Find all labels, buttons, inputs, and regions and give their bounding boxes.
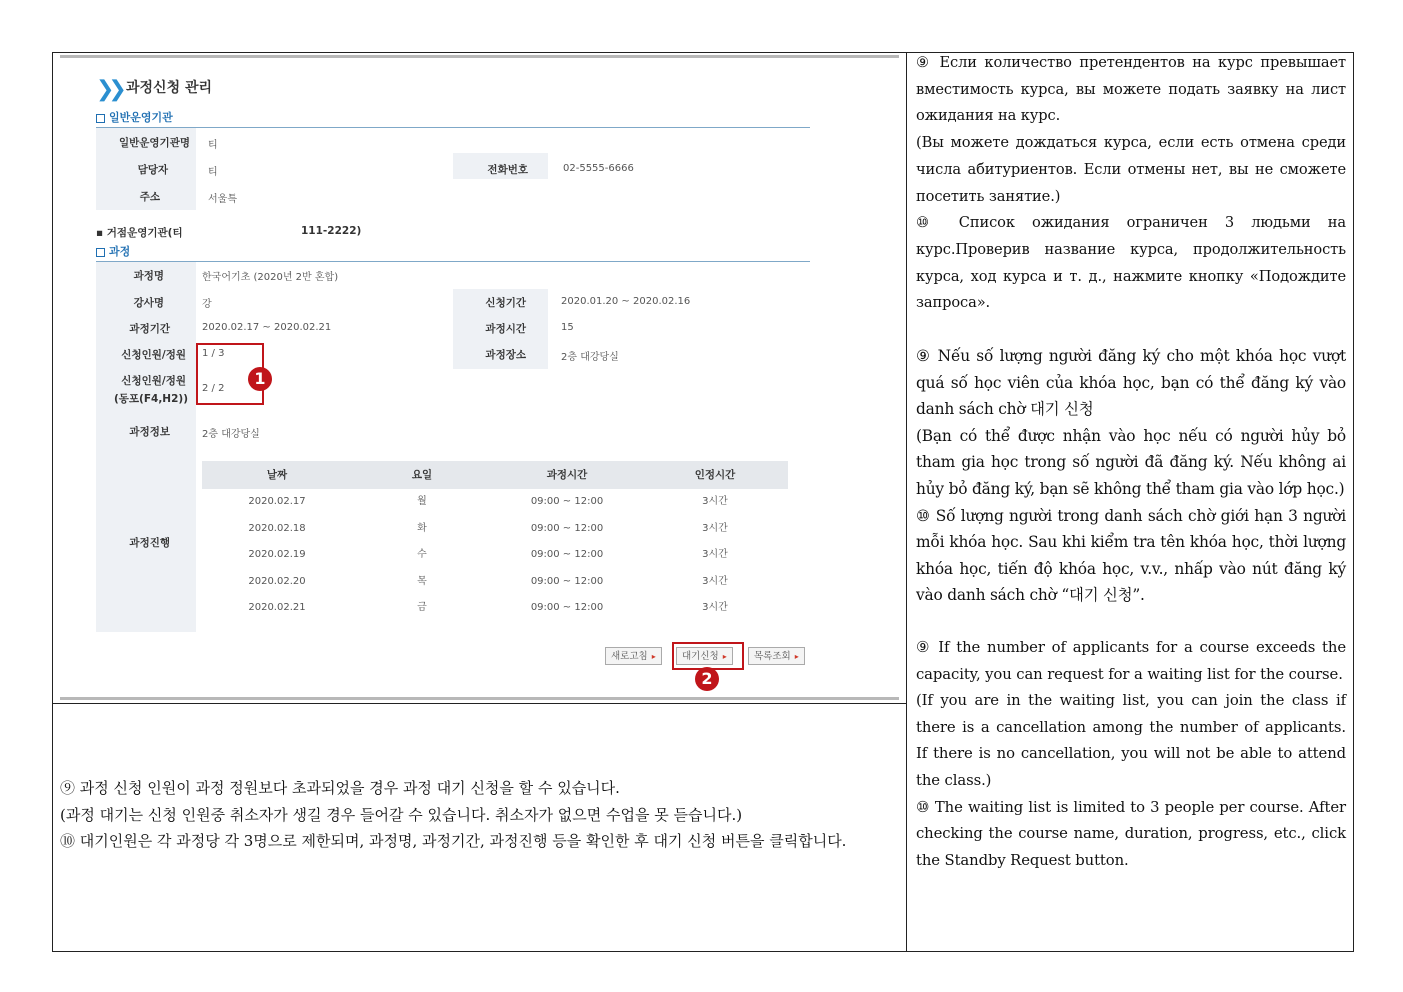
col-date-header: 날짜 [266,469,288,481]
korean-description [60,775,900,855]
manager-label: 담당자 [137,164,168,176]
table-row [202,489,788,516]
course-period-value: 2020.02.17 ~ 2020.02.21 [202,322,332,333]
cell-date: 2020.02.18 [248,522,306,534]
column-divider [906,52,907,952]
cell-credit: 3시간 [702,602,728,614]
cell-time: 09:00 ~ 12:00 [530,549,604,561]
step-badge-2: 2 [695,667,719,691]
course-hours-label: 과정시간 [485,323,526,335]
cell-credit: 3시간 [702,575,728,587]
highlight-box-standby [672,642,744,670]
korean-paragraph-note: (과정 대기는 신청 인원중 취소자가 생길 경우 들어갈 수 있습니다. 취소자가 없으면 수업을 못 듣습니다.) [60,805,743,824]
course-hours-value: 15 [561,322,574,333]
schedule-table [202,461,788,622]
table-row [202,569,788,596]
course-info-value: 2층 대강당실 [202,429,260,440]
korean-paragraph-9: ⑨ 과정 신청 인원이 과정 정원보다 초과되었을 경우 과정 대기 신청을 할 수 있습니다. [60,779,620,797]
cell-time: 09:00 ~ 12:00 [530,575,604,587]
org-name-value: 티 [208,140,218,151]
section-rule [96,127,810,128]
instructor-label: 강사명 [133,297,164,309]
org-name-label: 일반운영기관명 [118,137,190,149]
place-value: 2층 대강당실 [561,352,619,363]
cell-date: 2020.02.19 [248,549,306,561]
enrollment-f4-label-2: (동포(F4,H2)) [113,393,188,405]
course-name-label: 과정명 [133,270,164,282]
refresh-button[interactable] [605,647,662,665]
cell-date: 2020.02.20 [248,575,306,587]
label-column [96,262,196,632]
section-rule [96,261,810,262]
apply-period-value: 2020.01.20 ~ 2020.02.16 [561,296,691,307]
phone-label: 전화번호 [487,164,528,176]
course-period-label: 과정기간 [129,323,170,335]
refresh-button-label: 새로고침 [611,651,648,662]
vietnamese-paragraph-9: ⑨ Nếu số lượng người đăng ký cho một khóa học vượt quá số học viên của khóa học, bạn có thể đăng ký vào danh sách chờ 대기 신청 [916,347,1346,419]
hub-org-phone: 111-2222) [301,225,362,237]
chevron-right-icon: ❯❯ [96,77,121,102]
enrollment-label: 신청인원/정원 [121,349,186,361]
cell-credit: 3시간 [702,549,728,561]
course-progress-label: 과정진행 [129,537,170,549]
top-rule [60,55,899,58]
arrow-right-icon: ▸ [794,652,799,661]
address-value: 서울특 [208,194,237,205]
course-section-title [96,243,130,259]
cell-day: 수 [417,549,427,561]
place-label: 과정장소 [485,349,526,361]
page-title: 과정신청 관리 [126,80,213,96]
course-info-label: 과정정보 [129,426,170,438]
col-day-header: 요일 [411,469,433,481]
cell-time: 09:00 ~ 12:00 [530,602,604,614]
enrollment-f4-label-1: 신청인원/정원 [121,375,186,387]
schedule-header [202,461,788,489]
table-row [202,516,788,543]
vietnamese-translation [916,343,1346,609]
course-name-value: 한국어기초 (2020년 2반 혼합) [202,272,339,283]
hub-org-label: 거점운영기관(티 [106,227,183,239]
arrow-right-icon: ▸ [722,652,727,661]
list-button-label: 목록조회 [754,651,791,662]
manager-value: 티 [208,167,218,178]
apply-period-label: 신청기간 [485,297,526,309]
cell-date: 2020.02.17 [248,496,306,507]
korean-paragraph-10: ⑩ 대기인원은 각 과정당 각 3명으로 제한되며, 과정명, 과정기간, 과정진행 등을 확인한 후 대기 신청 버튼을 클릭합니다. [60,832,847,850]
table-row [202,595,788,622]
phone-value: 02-5555-6666 [563,163,634,174]
standby-button-label: 대기신청 [682,651,719,662]
english-paragraph-9: ⑨ If the number of applicants for a course exceeds the capacity, you can request for a waiting list for the course. [916,638,1346,683]
list-view-button[interactable] [748,647,805,665]
cell-day: 화 [417,522,427,534]
course-section-label: 과정 [109,245,131,258]
cell-date: 2020.02.21 [248,602,306,614]
english-paragraph-note: (If you are in the waiting list, you can join the class if there is a cancellation among the number of applicants. If there is no cancellation, you will not be able to attend the class.) [916,692,1346,789]
enrollment-value: 1 / 3 [202,348,225,359]
row-divider [52,703,907,704]
cell-day: 금 [417,602,427,614]
cell-credit: 3시간 [702,522,728,534]
english-paragraph-10: ⑩ The waiting list is limited to 3 people per course. After checking the course name, duration, progress, etc., click the Standby Request button. [916,798,1346,869]
cell-day: 월 [417,496,427,507]
table-row [202,542,788,569]
english-translation [916,635,1346,874]
course-application-screenshot [58,55,901,700]
col-credit-header: 인정시간 [694,469,736,481]
russian-paragraph-10: ⑩ Список ожидания ограничен 3 людьми на курс.Проверив название курса, продолжительность курса, ход курса и т. д., нажмите кнопку «Подождите запроса». [916,214,1346,312]
vietnamese-paragraph-10: ⑩ Số lượng người trong danh sách chờ giới hạn 3 người mỗi khóa học. Sau khi kiểm tra tên khóa học, thời lượng khóa học, tiến độ khóa học, v.v., nhấp vào nút đăng ký vào danh sách chờ “대기 신청”. [916,506,1346,605]
translations-column [916,50,1346,874]
org-section-title [96,109,173,125]
enrollment-f4-value: 2 / 2 [202,383,225,394]
bottom-rule [60,697,899,700]
cell-time: 09:00 ~ 12:00 [530,522,604,534]
cell-day: 목 [417,575,427,587]
address-label: 주소 [139,191,160,203]
square-bullet-icon [96,248,105,257]
russian-paragraph-9: ⑨ Если количество претендентов на курс превышает вместимость курса, вы можете подать заявку на лист ожидания на курс. [916,54,1346,125]
instructor-value: 강 [202,299,212,310]
russian-translation [916,50,1346,317]
square-bullet-icon [96,114,105,123]
org-section-label: 일반운영기관 [109,111,173,124]
col-time-header: 과정시간 [546,469,588,481]
russian-paragraph-note: (Вы можете дождаться курса, если есть отмена среди числа абитуриентов. Если отмены нет, вы не сможете посетить занятие.) [916,134,1346,205]
hub-org-line: ▪ 거점운영기관(티 [96,227,183,239]
cell-time: 09:00 ~ 12:00 [530,496,604,507]
arrow-right-icon: ▸ [651,652,656,661]
cell-credit: 3시간 [702,496,728,507]
vietnamese-paragraph-note: (Bạn có thể được nhận vào học nếu có người hủy bỏ tham gia học trong số người đã đăng ký. Nếu không ai hủy bỏ đăng ký, bạn sẽ không thể tham gia vào lớp học.) [916,426,1346,498]
step-badge-1: 1 [248,367,272,391]
